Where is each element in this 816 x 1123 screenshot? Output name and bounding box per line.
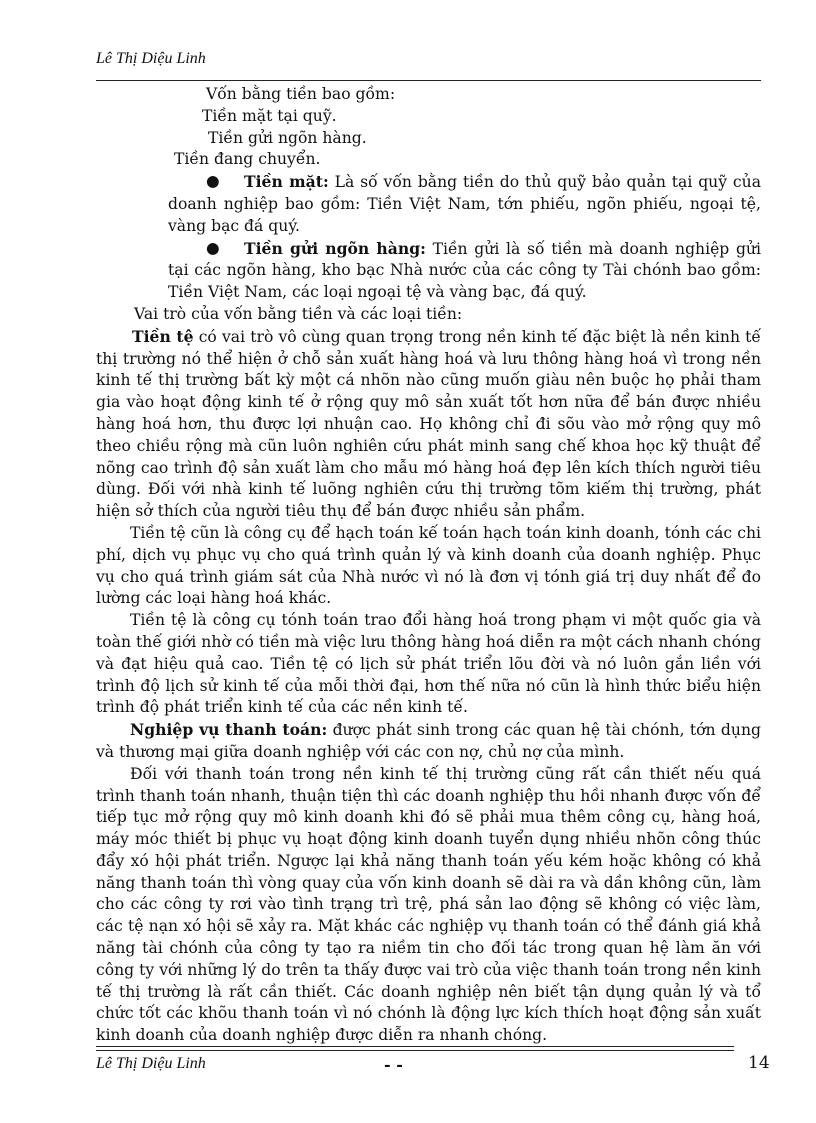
role-heading: Vai trò của vốn bằng tiền và các loại tiền: (134, 304, 463, 323)
bullet-title: Tiền gửi ngõn hàng: (244, 238, 426, 258)
bullet-tien-mat (96, 171, 761, 237)
bullet-text: Tiền gửi là số tiền mà doanh nghiệp gửi tại các ngõn hàng, kho bạc Nhà nước của các công ty Tài chónh bao gồm: Tiền Việt Nam, các loại ngoại tệ và vàng bạc, đá quý. (168, 239, 762, 302)
bullet-text: Là số vốn bằng tiền do thủ quỹ bảo quản tại quỹ của doanh nghiệp bao gồm: Tiền Việt Nam, tớn phiếu, ngõn phiếu, ngoại tệ, vàng bạc đá quý. (168, 173, 761, 235)
footer-author: Lê Thị Diệu Linh (96, 1055, 206, 1072)
page-body (96, 84, 761, 1047)
header-rule (96, 80, 761, 81)
bullet-dot-icon: ● (206, 238, 220, 257)
intro-item-1: Tiền mặt tại quỹ. (202, 106, 337, 125)
paragraph-bold-lead: Tiền tệ (132, 326, 194, 346)
bullet-dot-icon: ● (206, 172, 220, 191)
paragraph-nghiep-vu-thanh-toan (96, 719, 761, 764)
intro-item-3: Tiền đang chuyển. (174, 150, 321, 169)
intro-item-2: Tiền gửi ngõn hàng. (208, 128, 367, 147)
footer-center-mark: - - (384, 1055, 403, 1074)
footer-rule (96, 1046, 734, 1047)
intro-heading: Vốn bằng tiền bao gồm: (206, 85, 396, 103)
paragraph-text: có vai trò vô cùng quan trọng trong nền kinh tế đặc biệt là nền kinh tế thị trường nó thể hiện ở chỗ sản xuất hàng hoá và lưu thông hàng hoá vì trong nền kinh tế thị trường bất kỳ một cá nhõn nào cũng muốn giàu nên buộc họ phải tham gia vào hoạt động kinh tế ở rộng quy mô sản xuất tốt hơn nữa để bán được nhiều hàng hoá hơn, thu được lợi nhuận cao. Họ không chỉ đi sõu vào mở rộng quy mô theo chiều rộng mà cũn luôn nghiên cứu phát minh sang chế khoa học kỹ thuật để nõng cao trình độ sản xuất làm cho mẫu mó hàng hoá đẹp lên kích thích người tiêu dùng. Đối với nhà kinh tế luõng nghiên cứu thị trường tõm kiếm thị trường, phát hiện sở thích của người tiêu thụ để bán được nhiều sản phẩm. (96, 327, 762, 521)
paragraph-cong-cu-hach-toan: Tiền tệ cũn là công cụ để hạch toán kế toán hạch toán kinh doanh, tónh các chi phí, dịch vụ phục vụ cho quá trình quản lý và kinh doanh của doanh nghiệp. Phục vụ cho quá trình giám sát của Nhà nước vì nó là đơn vị tónh giá trị duy nhất để đo lường các loại hàng hoá khác. (96, 523, 761, 608)
paragraph-vai-tro-thanh-toan: Đối với thanh toán trong nền kinh tế thị trường cũng rất cần thiết nếu quá trình thanh toán nhanh, thuận tiện thì các doanh nghiệp thu hồi nhanh được vốn để tiếp tục mở rộng quy mô kinh doanh khi đó sẽ phải mua thêm công cụ, hàng hoá, máy móc thiết bị phục vụ hoạt động kinh doanh tuyển dụng nhiều nhõn công thúc đẩy xó hội phát triển. Ngược lại khả năng thanh toán yếu kém hoặc không có khả năng thanh toán thì vòng quay của vốn kinh doanh sẽ dài ra và dần không cũn, làm cho các công ty rơi vào tình trạng trì trệ, phá sản lao động sẽ không có việc làm, các tệ nạn xó hội sẽ xảy ra. Mặt khác các nghiệp vụ thanh toán có thể đánh giá khả năng tài chónh của công ty tạo ra niềm tin cho đối tác trong quan hệ làm ăn với công ty với những lý do trên ta thấy được vai trò của việc thanh toán trong nền kinh tế thị trường là rất cần thiết. Các doanh nghiệp nên biết tận dụng quản lý và tổ chức tốt các khõu thanh toán vì nó chónh là động lực kích thích hoạt động sản xuất kinh doanh của doanh nghiệp được diễn ra nhanh chóng. (96, 764, 761, 1045)
footer-rule-thin (96, 1050, 734, 1051)
page-number: 14 (748, 1053, 770, 1073)
paragraph-bold-lead: Nghiệp vụ thanh toán: (130, 720, 328, 740)
paragraph-cong-cu-trao-doi: Tiền tệ là công cụ tónh toán trao đổi hàng hoá trong phạm vi một quốc gia và toàn thế giới nhờ có tiền mà việc lưu thông hàng hoá diễn ra một cách nhanh chóng và đạt hiệu quả cao. Tiền tệ có lịch sử phát triển lõu đời và nó luôn gắn liền với trình độ lịch sử kinh tế của mỗi thời đại, hơn thế nữa nó cũn là hình thức biểu hiện trình độ phát triển kinh tế của các nền kinh tế. (96, 611, 761, 717)
bullet-tien-gui (96, 238, 761, 304)
paragraph-text: được phát sinh trong các quan hệ tài chónh, tớn dụng và thương mại giữa doanh nghiệp với các con nợ, chủ nợ của mình. (96, 721, 761, 761)
paragraph-tien-te (96, 326, 761, 523)
bullet-title: Tiền mặt: (244, 172, 329, 192)
header-author: Lê Thị Diệu Linh (96, 50, 206, 67)
